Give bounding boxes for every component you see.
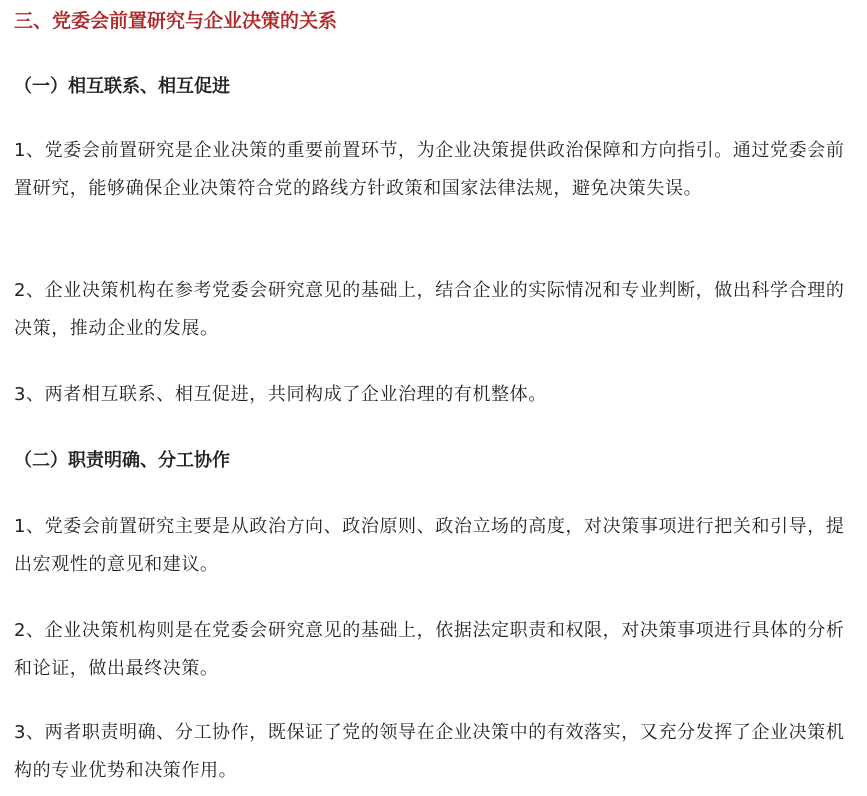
paragraph-1-1: 1、党委会前置研究是企业决策的重要前置环节，为企业决策提供政治保障和方向指引。通过党委会前置研究，能够确保企业决策符合党的路线方针政策和国家法律法规，避免决策失误。 <box>14 140 845 199</box>
paragraph-1-2: 2、企业决策机构在参考党委会研究意见的基础上，结合企业的实际情况和专业判断，做出科学合理的决策，推动企业的发展。 <box>14 280 845 339</box>
subsection-title-2: （二）职责明确、分工协作 <box>14 450 230 471</box>
section-title: 三、党委会前置研究与企业决策的关系 <box>14 10 338 32</box>
paragraph-2-3: 3、两者职责明确、分工协作，既保证了党的领导在企业决策中的有效落实，又充分发挥了企业决策机构的专业优势和决策作用。 <box>14 722 845 781</box>
paragraph-2-1: 1、党委会前置研究主要是从政治方向、政治原则、政治立场的高度，对决策事项进行把关和引导，提出宏观性的意见和建议。 <box>14 516 845 575</box>
paragraph-2-2: 2、企业决策机构则是在党委会研究意见的基础上，依据法定职责和权限，对决策事项进行具体的分析和论证，做出最终决策。 <box>14 620 845 679</box>
subsection-title-1: （一）相互联系、相互促进 <box>14 76 230 97</box>
paragraph-1-3: 3、两者相互联系、相互促进，共同构成了企业治理的有机整体。 <box>14 384 547 405</box>
